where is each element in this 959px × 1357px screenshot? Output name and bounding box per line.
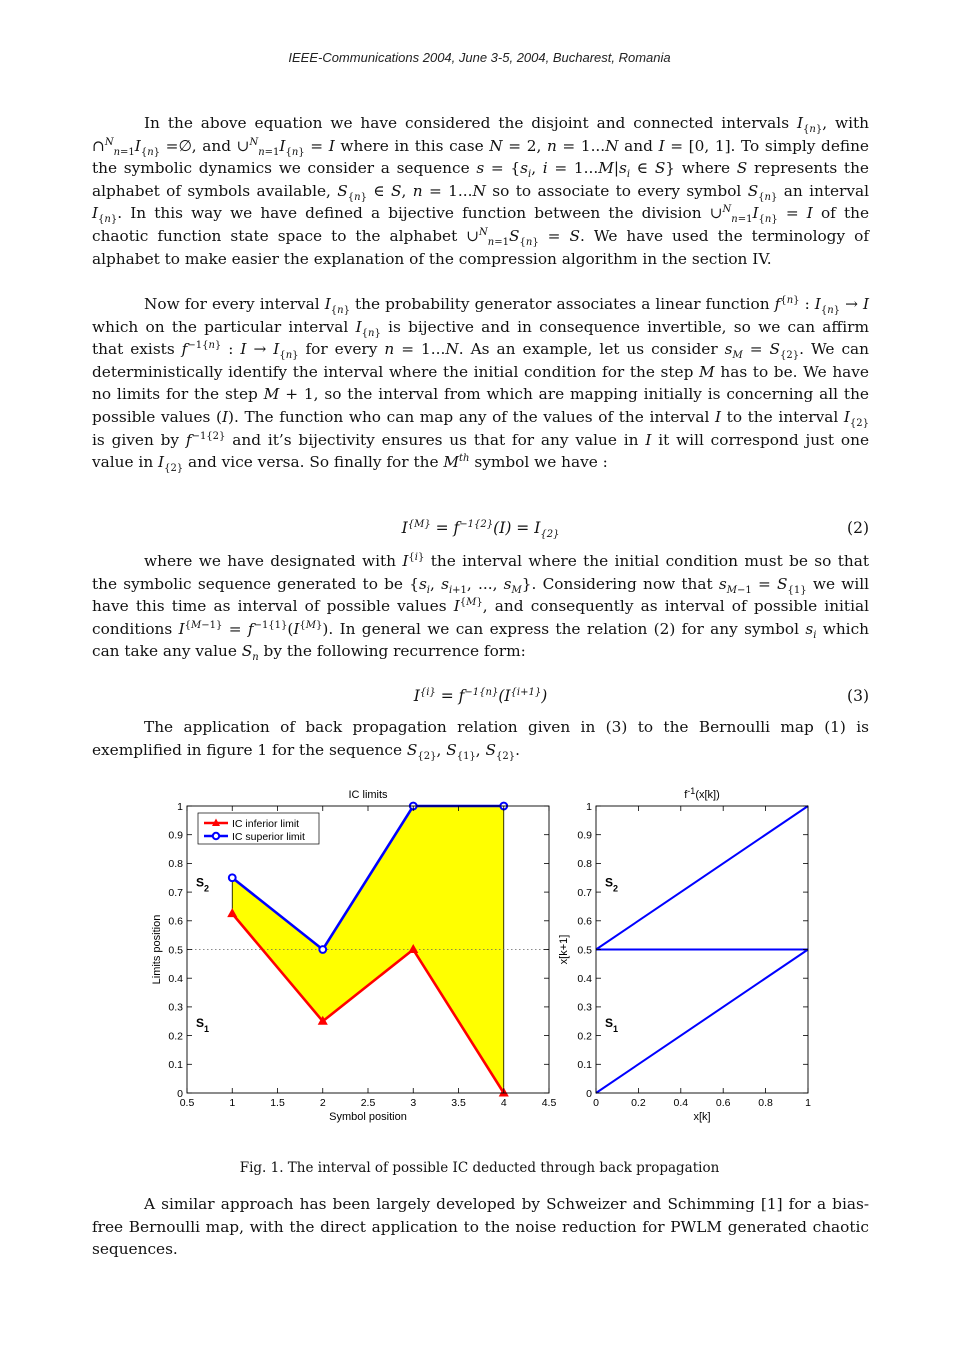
- symbol-annotation-s1: $S_1$: [605, 1015, 619, 1034]
- y-tick-label: 0.7: [168, 886, 183, 899]
- y-tick-label: 0.9: [577, 829, 592, 842]
- y-tick-label: 1: [177, 800, 183, 813]
- y-tick-label: 0.7: [577, 886, 592, 899]
- x-axis-label: x[k]: [693, 1111, 711, 1123]
- y-tick-label: 0.2: [168, 1030, 183, 1043]
- data-point-superior: [229, 874, 236, 881]
- symbol-annotation-s1: $S_1$: [196, 1015, 210, 1034]
- y-tick-label: 0: [586, 1087, 592, 1100]
- paragraph-similar-approach: A similar approach has been largely developed by Schweizer and Schimming [1] for a bias-free Bernoulli map, with the direct application to the noise reduction for PWLM generated chaotic sequences.: [92, 1195, 869, 1259]
- y-axis-label: Limits position: [151, 914, 163, 985]
- y-tick-label: 0.9: [168, 829, 183, 842]
- y-tick-label: 0.3: [577, 1001, 592, 1014]
- chart-title: IC limits: [348, 789, 388, 801]
- equation-3-number: (3): [847, 687, 869, 705]
- y-tick-label: 0.6: [168, 915, 183, 928]
- equation-3: $I^{\{i\}} = f^{-1\{n\}}(I^{\{i+1\}})$ (3): [413, 686, 869, 705]
- legend-label: IC superior limit: [232, 831, 305, 843]
- symbol-annotation-s2: $S_2$: [196, 875, 210, 894]
- x-tick-label: 0.2: [631, 1097, 646, 1109]
- paragraph-intervals: In the above equation we have considered the disjoint and connected intervals $I_{\{n\}}$, with $\cap^N_{n=1}I_{\{n\}}$ =∅, and $\cup^N_{n=1}I_{\{n\}} = I$ where in this case N = 2, n = 1...N and I = [0, 1]. To simply define the symbolic dynamics we consider a sequence $s = \{s_i$, $i = 1...M|s_i$ ∈ S} where S represents the alphabet of symbols available, $S_{\{n\}}$ ∈ S, n = 1...N so to associate to every symbol $S_{\{n\}}$ an interval $I_{\{n\}}$. In this way we have defined a bijective function between the division $\cup^N_{n=1}I_{\{n\}} = I$ of the chaotic function state space to the alphabet $\cup^N_{n=1}S_{\{n\}} = S$. We have used the terminology of alphabet to make easier the explanation of the compression algorithm in the section IV.: [92, 114, 870, 268]
- y-tick-label: 0.1: [168, 1059, 183, 1072]
- y-tick-label: 0.5: [168, 944, 183, 957]
- x-tick-label: 0.6: [715, 1097, 731, 1109]
- y-axis-label: x[k+1]: [558, 934, 570, 965]
- y-tick-label: 0.8: [168, 858, 183, 871]
- y-tick-label: 1: [586, 800, 592, 813]
- y-tick-label: 0.4: [577, 973, 592, 985]
- x-tick-label: 2: [319, 1097, 326, 1109]
- equation-2: $I^{\{M\}} = f^{-1\{2\}}(I) = I_{\{2\}}$ (2): [401, 518, 869, 541]
- y-tick-label: 0.5: [577, 944, 592, 957]
- chart-inverse-map: [558, 786, 811, 1123]
- x-tick-label: 1.5: [270, 1097, 285, 1109]
- paragraph-designated: where we have designated with $I^{\{i\}}$ the interval where the initial condition must be so that the symbolic sequence generated to be {$s_i$, $s_{i+1}$, ..., $s_M$}. Considering now that $s_{M-1} = S_{\{1\}}$ we will have this time as interval of possible values $I^{\{M\}}$, and consequently as interval of possible initial conditions $I^{\{M-1\}} = f^{-1\{1\}}(I^{\{M\}})$. In general we can express the relation (2) for any symbol $s_i$ which can take any value $S_n$ by the following recurrence form:: [92, 551, 869, 664]
- figure-caption: Fig. 1. The interval of possible IC deducted through back propagation: [239, 1160, 720, 1176]
- y-tick-label: 0.2: [577, 1030, 592, 1043]
- paragraph-application: The application of back propagation relation given in (3) to the Bernoulli map (1) is exemplified in figure 1 for the sequence $S_{\{2\}}$, $S_{\{1\}}$, $S_{\{2\}}$.: [92, 718, 869, 762]
- x-axis-label: Symbol position: [329, 1111, 407, 1123]
- y-tick-label: 0.8: [577, 858, 592, 871]
- x-tick-label: 4: [500, 1097, 507, 1109]
- running-header: IEEE-Communications 2004, June 3-5, 2004, Bucharest, Romania: [288, 50, 671, 65]
- y-tick-label: 0.4: [168, 973, 183, 985]
- x-tick-label: 3: [410, 1097, 417, 1109]
- chart-title: $f^{-1}(x[k])$: [684, 786, 720, 801]
- x-tick-label: 0: [593, 1097, 599, 1109]
- legend-marker: [213, 833, 219, 839]
- legend-label: IC inferior limit: [232, 818, 300, 830]
- x-tick-label: 3.5: [451, 1097, 466, 1109]
- x-tick-label: 0.4: [673, 1097, 689, 1109]
- paragraph-probability-generator: Now for every interval $I_{\{n\}}$ the probability generator associates a linear function $f^{\{n\}}$ : $I_{\{n\}} \to I$ which on the particular interval $I_{\{n\}}$ is bijective and in consequence invertible, so we can affirm that exists $f^{-1\{n\}}$ : $I \to I_{\{n\}}$ for every n = 1...N. As an example, let us consider $s_M = S_{\{2\}}$. We can deterministically identify the interval where the initial condition for the step M has to be. We have no limits for the step M + 1, so the interval from which are mapping initially is concerning all the possible values (I). The function who can map any of the values of the interval I to the interval $I_{\{2\}}$ is given by $f^{-1\{2\}}$ and it’s bijectivity ensures us that for any value in I it will correspond just one value in $I_{\{2\}}$ and vice versa. So finally for the Mth symbol we have :: [92, 294, 870, 475]
- symbol-annotation-s2: $S_2$: [605, 875, 619, 894]
- x-tick-label: 0.5: [179, 1097, 195, 1109]
- x-tick-label: 4.5: [541, 1097, 557, 1109]
- x-tick-label: 2.5: [360, 1097, 376, 1109]
- x-tick-label: 1: [229, 1097, 236, 1109]
- y-tick-label: 0.1: [577, 1059, 592, 1072]
- legend: [198, 813, 319, 844]
- x-tick-label: 1: [805, 1097, 811, 1109]
- equation-2-number: (2): [847, 519, 869, 537]
- x-tick-label: 0.8: [758, 1097, 773, 1109]
- y-tick-label: 0.3: [168, 1001, 183, 1014]
- data-point-superior: [319, 946, 326, 953]
- chart-ic-limits: [151, 789, 556, 1123]
- y-tick-label: 0.6: [577, 915, 592, 928]
- y-tick-label: 0: [177, 1087, 183, 1100]
